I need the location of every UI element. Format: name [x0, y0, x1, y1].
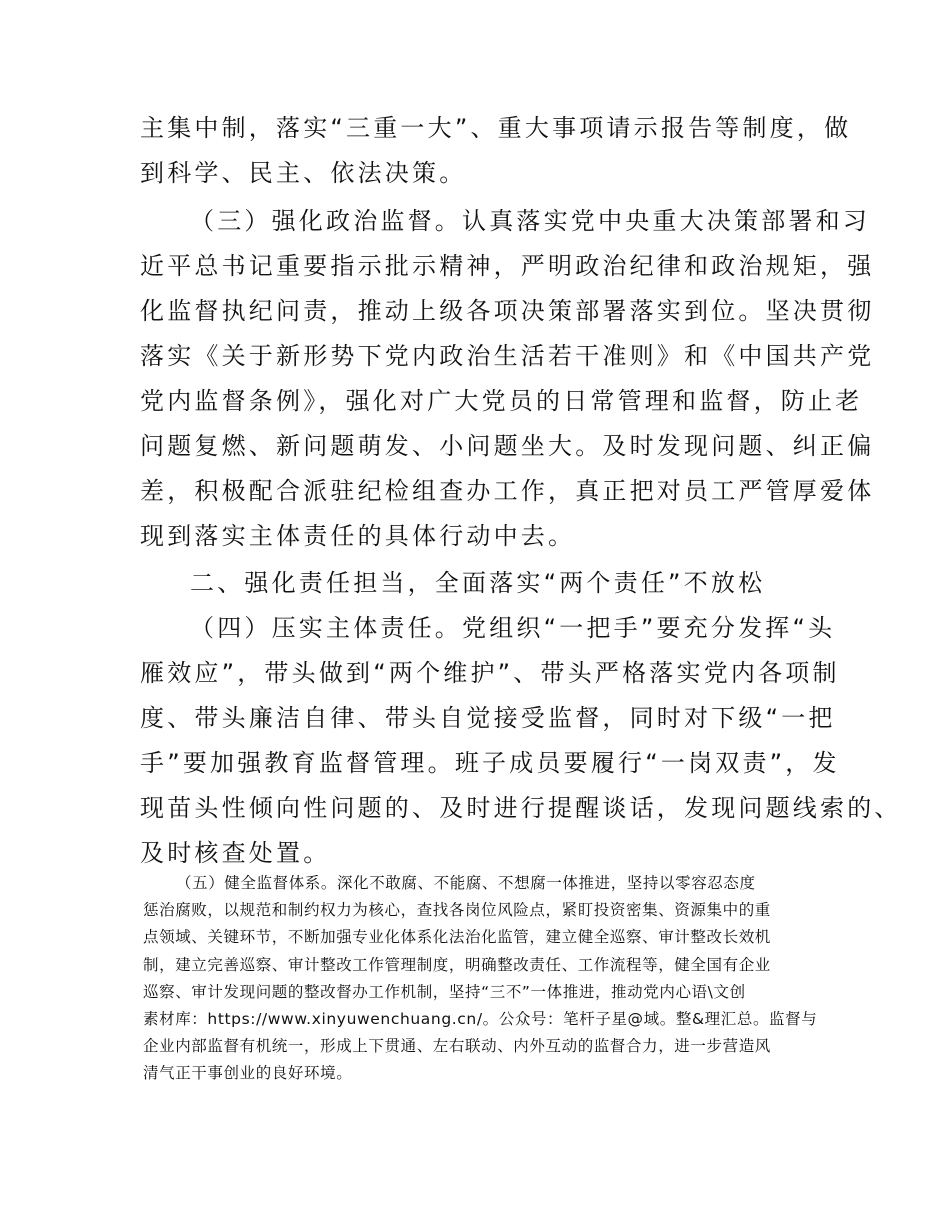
paragraph-line: 惩治腐败，以规范和制约权力为核心，查找各岗位风险点，紧盯投资密集、资源集中的重 — [143, 901, 771, 919]
paragraph-line: 党内监督条例》，强化对广大党员的日常管理和监督，防止老 — [140, 387, 863, 415]
paragraph-line: 现到落实主体责任的具体行动中去。 — [140, 522, 576, 550]
paragraph-line: 企业内部监督有机统一，形成上下贯通、左右联动、内外互动的监督合力，进一步营造风 — [143, 1037, 771, 1055]
paragraph-line: 到科学、民主、依法决策。 — [140, 159, 467, 187]
paragraph-line: （四）压实主体责任。党组织“一把手”要充分发挥“头 — [190, 614, 836, 642]
paragraph-line: 手”要加强教育监督管理。班子成员要履行“一岗双责”，发 — [140, 749, 840, 777]
paragraph-line: 近平总书记重要指示批示精神，严明政治纪律和政治规矩，强 — [140, 252, 875, 280]
paragraph-line: 清气正干事创业的良好环境。 — [143, 1064, 353, 1082]
paragraph-line: 差，积极配合派驻纪检组查办工作，真正把对员工严管厚爱体 — [140, 477, 875, 505]
paragraph-line: 主集中制，落实“三重一大”、重大事项请示报告等制度，做 — [140, 114, 852, 142]
paragraph-line: 及时核查处置。 — [140, 839, 331, 867]
paragraph-line: 素材库：https://www.xinyuwenchuang.cn/。公众号：笔杆子星@域。整&理汇总。监督与 — [143, 1010, 818, 1028]
paragraph-line: 制，建立完善巡察、审计整改工作管理制度，明确整改责任、工作流程等，健全国有企业 — [143, 956, 771, 974]
paragraph-line: （三）强化政治监督。认真落实党中央重大决策部署和习 — [190, 207, 870, 235]
paragraph-line: 问题复燃、新问题萌发、小问题坐大。及时发现问题、纠正偏 — [140, 432, 875, 460]
paragraph-line: 度、带头廉洁自律、带头自觉接受监督，同时对下级“一把 — [140, 704, 836, 732]
section-heading: 二、强化责任担当，全面落实“两个责任”不放松 — [190, 569, 766, 597]
paragraph-line: 巡察、审计发现问题的整改督办工作机制，坚持“三不”一体推进，推动党内心语\文创 — [143, 983, 746, 1001]
paragraph-line: 落实《关于新形势下党内政治生活若干准则》和《中国共产党 — [140, 342, 875, 370]
paragraph-line: 化监督执纪问责，推动上级各项决策部署落实到位。坚决贯彻 — [140, 297, 875, 325]
paragraph-line: 雁效应”，带头做到“两个维护”、带头严格落实党内各项制 — [140, 659, 840, 687]
paragraph-line: 点领域、关键环节，不断加强专业化体系化法治化监管，建立健全巡察、审计整改长效机 — [143, 928, 771, 946]
paragraph-line: 现苗头性倾向性问题的、及时进行提醒谈话，发现问题线索的、 — [140, 794, 902, 822]
paragraph-line: （五）健全监督体系。深化不敢腐、不能腐、不想腐一体推进，坚持以零容忍态度 — [176, 874, 756, 892]
